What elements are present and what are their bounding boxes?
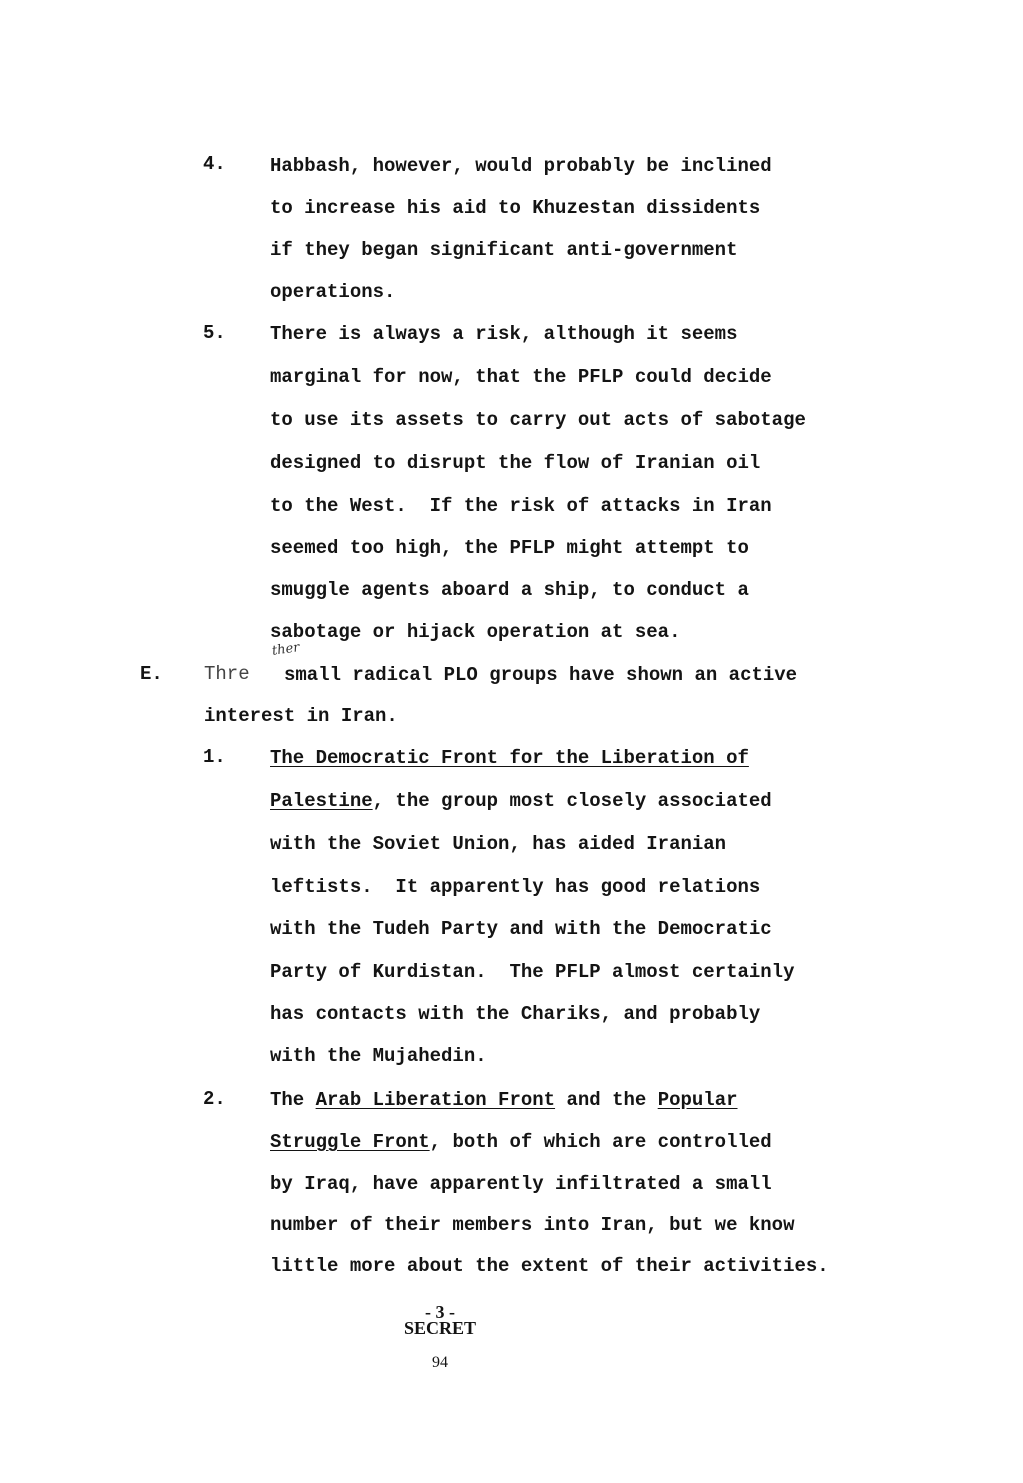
item-5-line-4: designed to disrupt the flow of Iranian oil <box>270 452 761 474</box>
section-e-line-2: interest in Iran. <box>204 705 398 727</box>
item-5-number: 5. <box>203 322 226 344</box>
item-5-line-7: smuggle agents aboard a ship, to conduct a <box>270 579 749 601</box>
item-1-line-4: leftists. It apparently has good relations <box>270 876 761 898</box>
handwritten-note: ther <box>271 640 301 659</box>
item-5-line-8: sabotage or hijack operation at sea. <box>270 621 681 643</box>
item-2-line-2 <box>270 1130 772 1154</box>
item-5-line-5: to the West. If the risk of attacks in Iran <box>270 495 772 517</box>
item-1-line-3: with the Soviet Union, has aided Iranian <box>270 833 727 855</box>
item-2-line-1 <box>270 1088 738 1112</box>
dflp-title-part-1: The Democratic Front for the Liberation of <box>270 747 749 769</box>
item-2-line-5: little more about the extent of their activities. <box>270 1255 829 1277</box>
item-1-line-8: with the Mujahedin. <box>270 1045 487 1067</box>
item-1-line-6: Party of Kurdistan. The PFLP almost certainly <box>270 961 795 983</box>
dflp-title-part-2: Palestine <box>270 790 373 812</box>
item-2-text-a: The <box>270 1089 316 1111</box>
page-number: - 3 - <box>425 1302 455 1322</box>
item-2-line-3: by Iraq, have apparently infiltrated a small <box>270 1173 772 1195</box>
item-4-line-3: if they began significant anti-government <box>270 239 738 261</box>
item-2-line-2-rest: , both of which are controlled <box>429 1131 772 1153</box>
alf-name: Arab Liberation Front <box>315 1089 556 1111</box>
section-e-letter: E. <box>140 663 163 685</box>
item-2-text-b: and the <box>555 1089 658 1111</box>
item-4-line-4: operations. <box>270 281 396 303</box>
item-5-line-2: marginal for now, that the PFLP could decide <box>270 366 772 388</box>
item-4-number: 4. <box>203 153 226 175</box>
archive-page-number: 94 <box>432 1354 448 1371</box>
psf-name-part-2: Struggle Front <box>270 1131 430 1153</box>
item-5-line-6: seemed too high, the PFLP might attempt to <box>270 537 749 559</box>
item-5-line-3: to use its assets to carry out acts of sabotage <box>270 409 806 431</box>
item-4-line-2: to increase his aid to Khuzestan dissidents <box>270 197 761 219</box>
item-1-number: 1. <box>203 746 226 768</box>
item-1-line-2 <box>270 789 772 813</box>
classification-marking: SECRET <box>403 1318 477 1338</box>
section-e-line-1: small radical PLO groups have shown an active <box>284 664 798 686</box>
item-1-line-7: has contacts with the Chariks, and probably <box>270 1003 761 1025</box>
section-e-start: Thre <box>204 663 250 685</box>
item-1-line-5: with the Tudeh Party and with the Democratic <box>270 918 772 940</box>
item-1-line-2-rest: , the group most closely associated <box>372 790 772 812</box>
item-2-number: 2. <box>203 1088 226 1110</box>
item-5-line-1: There is always a risk, although it seems <box>270 323 738 345</box>
item-4-line-1: Habbash, however, would probably be inclined <box>270 155 772 177</box>
psf-name-part-1: Popular <box>657 1089 738 1111</box>
item-2-line-4: number of their members into Iran, but we know <box>270 1214 795 1236</box>
